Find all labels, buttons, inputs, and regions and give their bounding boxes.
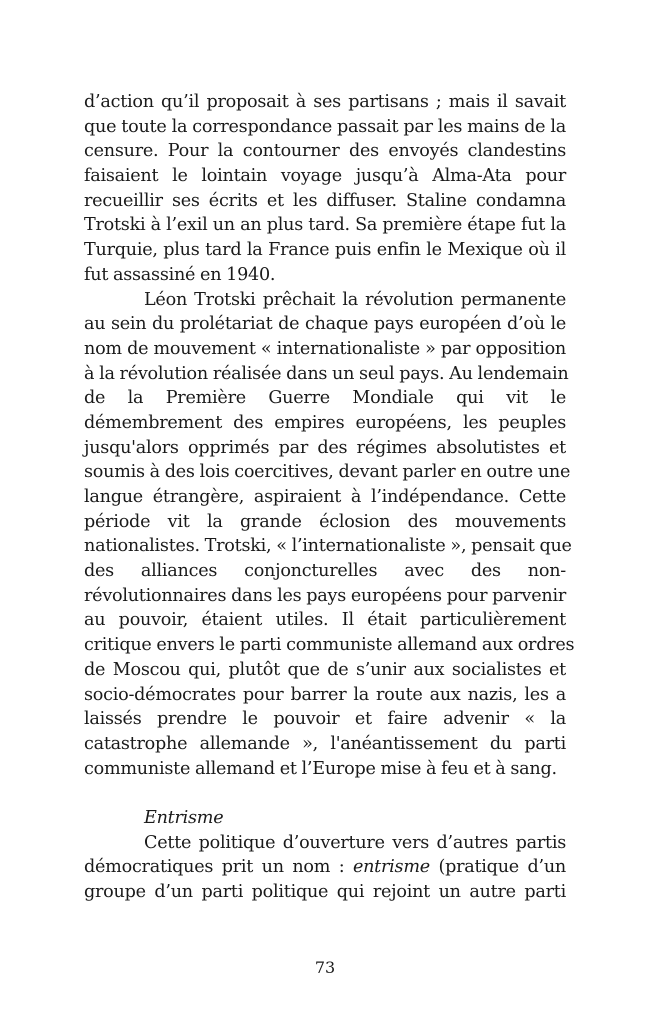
text-line-with-emphasis xyxy=(84,855,566,880)
text-line: laissés prendre le pouvoir et faire advenir « la xyxy=(84,709,566,730)
text-line: à la révolution réalisée dans un seul pays. Au lendemain xyxy=(84,363,569,384)
text-segment: (pratique d’un xyxy=(429,857,566,878)
text-line: groupe d’un parti politique qui rejoint un autre parti xyxy=(84,882,566,902)
text-line: période vit la grande éclosion des mouvements xyxy=(84,511,566,532)
text-line: socio-démocrates pour barrer la route aux nazis, les a xyxy=(84,684,566,705)
text-line: censure. Pour la contourner des envoyés clandestins xyxy=(84,141,566,162)
text-line: démembrement des empires européens, les peuples xyxy=(84,412,566,433)
paragraph-exile xyxy=(84,90,566,288)
text-line: Léon Trotski prêchait la révolution permanente xyxy=(144,289,566,310)
text-segment: démocratiques prit un nom : xyxy=(84,857,353,878)
text-line: au pouvoir, étaient utiles. Il était particulièrement xyxy=(84,610,566,631)
paragraph-permanent-revolution xyxy=(84,288,575,782)
page-body xyxy=(84,90,575,905)
page-number: 73 xyxy=(314,958,336,977)
text-line: communiste allemand et l’Europe mise à feu et à sang. xyxy=(84,758,557,779)
text-line: langue étrangère, aspiraient à l’indépendance. Cette xyxy=(84,487,566,507)
text-line: Turquie, plus tard la France puis enfin le Mexique où il xyxy=(84,240,566,261)
text-line: fut assassiné en 1940. xyxy=(84,264,276,285)
text-line: de la Première Guerre Mondiale qui vit le xyxy=(84,388,566,409)
text-line: critique envers le parti communiste allemand aux ordres xyxy=(84,635,575,656)
text-line: que toute la correspondance passait par les mains de la xyxy=(84,116,566,137)
text-line: jusqu'alors opprimés par des régimes absolutistes et xyxy=(84,437,566,458)
emphasized-term: entrisme xyxy=(352,857,430,878)
text-line: révolutionnaires dans les pays européens pour parvenir xyxy=(84,585,566,606)
section-heading: Entrisme xyxy=(144,807,224,828)
text-line: au sein du prolétariat de chaque pays européen d’où le xyxy=(84,314,566,335)
text-line: des alliances conjoncturelles avec des non- xyxy=(84,561,566,582)
text-line: de Moscou qui, plutôt que de s’unir aux socialistes et xyxy=(84,659,566,680)
text-line: Trotski à l’exil un an plus tard. Sa première étape fut la xyxy=(84,215,566,236)
text-line: Cette politique d’ouverture vers d’autres partis xyxy=(144,832,566,853)
text-line: nom de mouvement « internationaliste » par opposition xyxy=(84,338,566,359)
text-line: d’action qu’il proposait à ses partisans ; mais il savait xyxy=(84,92,566,112)
text-line: nationalistes. Trotski, « l’internationaliste », pensait que xyxy=(84,536,572,557)
text-line: recueillir ses écrits et les diffuser. Staline condamna xyxy=(84,190,566,211)
text-line: catastrophe allemande », l'anéantissement du parti xyxy=(84,733,566,754)
text-line: faisaient le lointain voyage jusqu’à Alma-Ata pour xyxy=(84,166,566,187)
paragraph-entrisme xyxy=(84,831,566,905)
text-line: soumis à des lois coercitives, devant parler en outre une xyxy=(84,462,571,483)
